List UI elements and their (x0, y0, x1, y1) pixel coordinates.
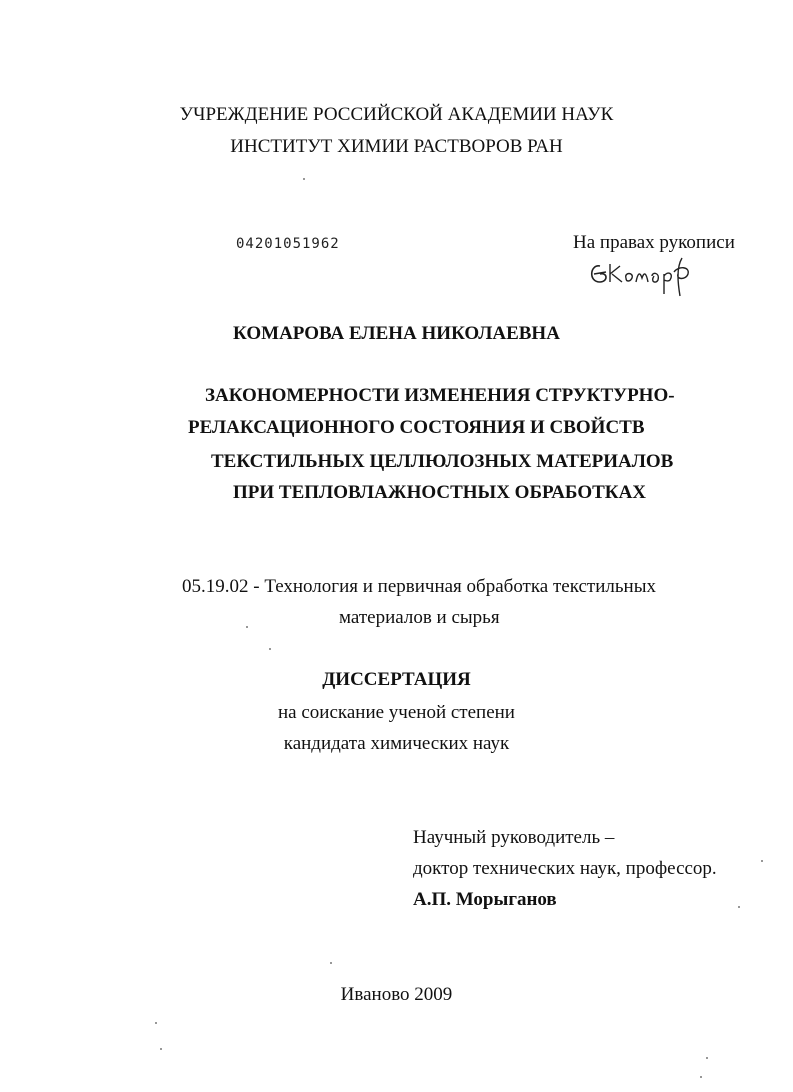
library-stamp-number: 04201051962 (236, 236, 340, 252)
scan-speck (269, 648, 271, 650)
degree-line-1: на соискание ученой степени (278, 702, 515, 723)
scan-speck (303, 178, 305, 180)
scan-speck (700, 1076, 702, 1078)
thesis-title-line-3: ТЕКСТИЛЬНЫХ ЦЕЛЛЮЛОЗНЫХ МАТЕРИАЛОВ (211, 451, 674, 472)
author-name: КОМАРОВА ЕЛЕНА НИКОЛАЕВНА (233, 323, 560, 344)
thesis-title-line-4: ПРИ ТЕПЛОВЛАЖНОСТНЫХ ОБРАБОТКАХ (233, 482, 647, 503)
supervisor-name: А.П. Морыганов (413, 889, 557, 910)
city-year: Иваново 2009 (340, 984, 453, 1005)
rights-note: На правах рукописи (573, 232, 735, 253)
scan-speck (330, 962, 332, 964)
scan-speck (160, 1048, 162, 1050)
scan-speck (155, 1022, 157, 1024)
scan-speck (246, 626, 248, 628)
supervisor-rank: доктор технических наук, профессор. (413, 858, 717, 879)
specialty-line-2: материалов и сырья (339, 607, 500, 628)
supervisor-label: Научный руководитель – (413, 827, 615, 848)
institution-line-1: УЧРЕЖДЕНИЕ РОССИЙСКОЙ АКАДЕМИИ НАУК (179, 104, 614, 125)
scan-speck (738, 906, 740, 908)
thesis-title-line-2: РЕЛАКСАЦИОННОГО СОСТОЯНИЯ И СВОЙСТВ (188, 417, 645, 438)
institution-line-2: ИНСТИТУТ ХИМИИ РАСТВОРОВ РАН (230, 136, 563, 157)
degree-line-2: кандидата химических наук (283, 733, 510, 754)
handwritten-signature (586, 252, 696, 298)
thesis-title-line-1: ЗАКОНОМЕРНОСТИ ИЗМЕНЕНИЯ СТРУКТУРНО- (205, 385, 675, 406)
scan-speck (761, 860, 763, 862)
scan-speck (706, 1057, 708, 1059)
document-type: ДИССЕРТАЦИЯ (322, 669, 471, 690)
specialty-line-1: 05.19.02 - Технология и первичная обработка текстильных (182, 576, 656, 597)
